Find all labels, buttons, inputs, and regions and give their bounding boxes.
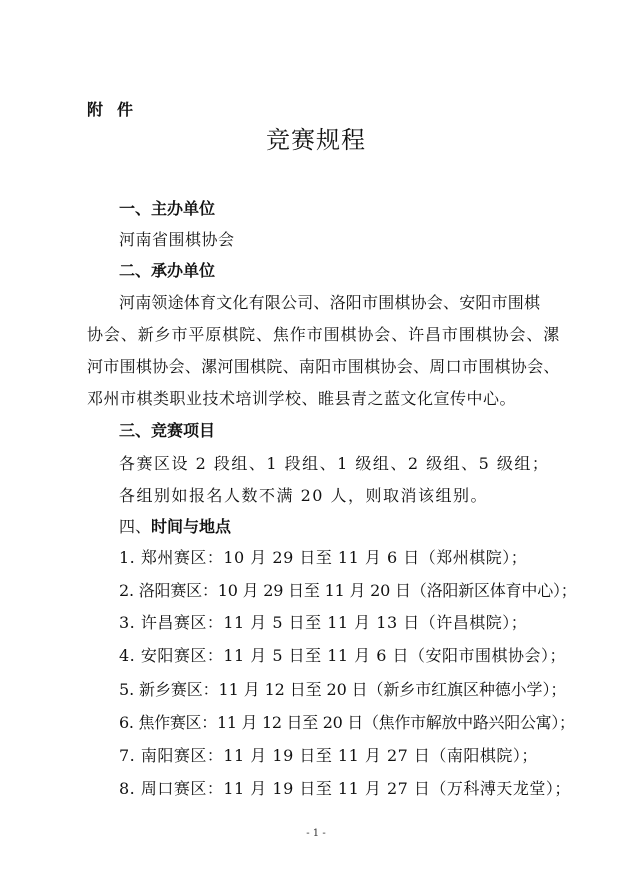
schedule-item: 3. 许昌赛区：11 月 5 日至 11 月 13 日（许昌棋院）； <box>119 613 528 632</box>
page-title: 竞赛规程 <box>266 126 366 154</box>
section-heading-events: 三、竞赛项目 <box>119 421 216 440</box>
host-line: 邓州市棋类职业技术培训学校、睢县青之蓝文化宣传中心。 <box>87 389 517 408</box>
schedule-item: 1. 郑州赛区：10 月 29 日至 11 月 6 日（郑州棋院）； <box>119 548 528 567</box>
section-title-text: 时间与地点 <box>151 517 232 536</box>
page-number: - 1 - <box>306 828 326 839</box>
host-line: 河市围棋协会、漯河围棋院、南阳市围棋协会、周口市围棋协会、 <box>87 357 560 376</box>
schedule-item: 8. 周口赛区：11 月 19 日至 11 月 27 日（万科溥天龙堂）； <box>119 779 571 798</box>
section-heading-organizer: 一、主办单位 <box>119 199 216 218</box>
events-line: 各组别如报名人数不满 20 人，则取消该组别。 <box>119 486 489 505</box>
host-line: 河南领途体育文化有限公司、洛阳市围棋协会、安阳市围棋 <box>119 293 541 312</box>
schedule-item: 6. 焦作赛区：11 月 12 日至 20 日（焦作市解放中路兴阳公寓）； <box>119 713 575 732</box>
section-heading-host: 二、承办单位 <box>119 261 216 280</box>
schedule-item: 7. 南阳赛区：11 月 19 日至 11 月 27 日（南阳棋院）； <box>119 746 538 765</box>
section-number: 四、 <box>119 517 152 536</box>
events-line: 各赛区设 2 段组、1 段组、1 级组、2 级组、5 级组； <box>119 454 550 473</box>
schedule-item: 2. 洛阳赛区：10 月 29 日至 11 月 20 日（洛阳新区体育中心）； <box>119 581 577 600</box>
section-heading-schedule <box>119 514 231 537</box>
schedule-item: 5. 新乡赛区：11 月 12 日至 20 日（新乡市红旗区种德小学）； <box>119 680 567 699</box>
host-line: 协会、新乡市平原棋院、焦作市围棋协会、许昌市围棋协会、漯 <box>87 325 561 344</box>
schedule-item: 4. 安阳赛区：11 月 5 日至 11 月 6 日（安阳市围棋协会）； <box>119 646 567 665</box>
organizer-line: 河南省围棋协会 <box>119 230 235 249</box>
attachment-label: 附件 <box>87 100 148 119</box>
